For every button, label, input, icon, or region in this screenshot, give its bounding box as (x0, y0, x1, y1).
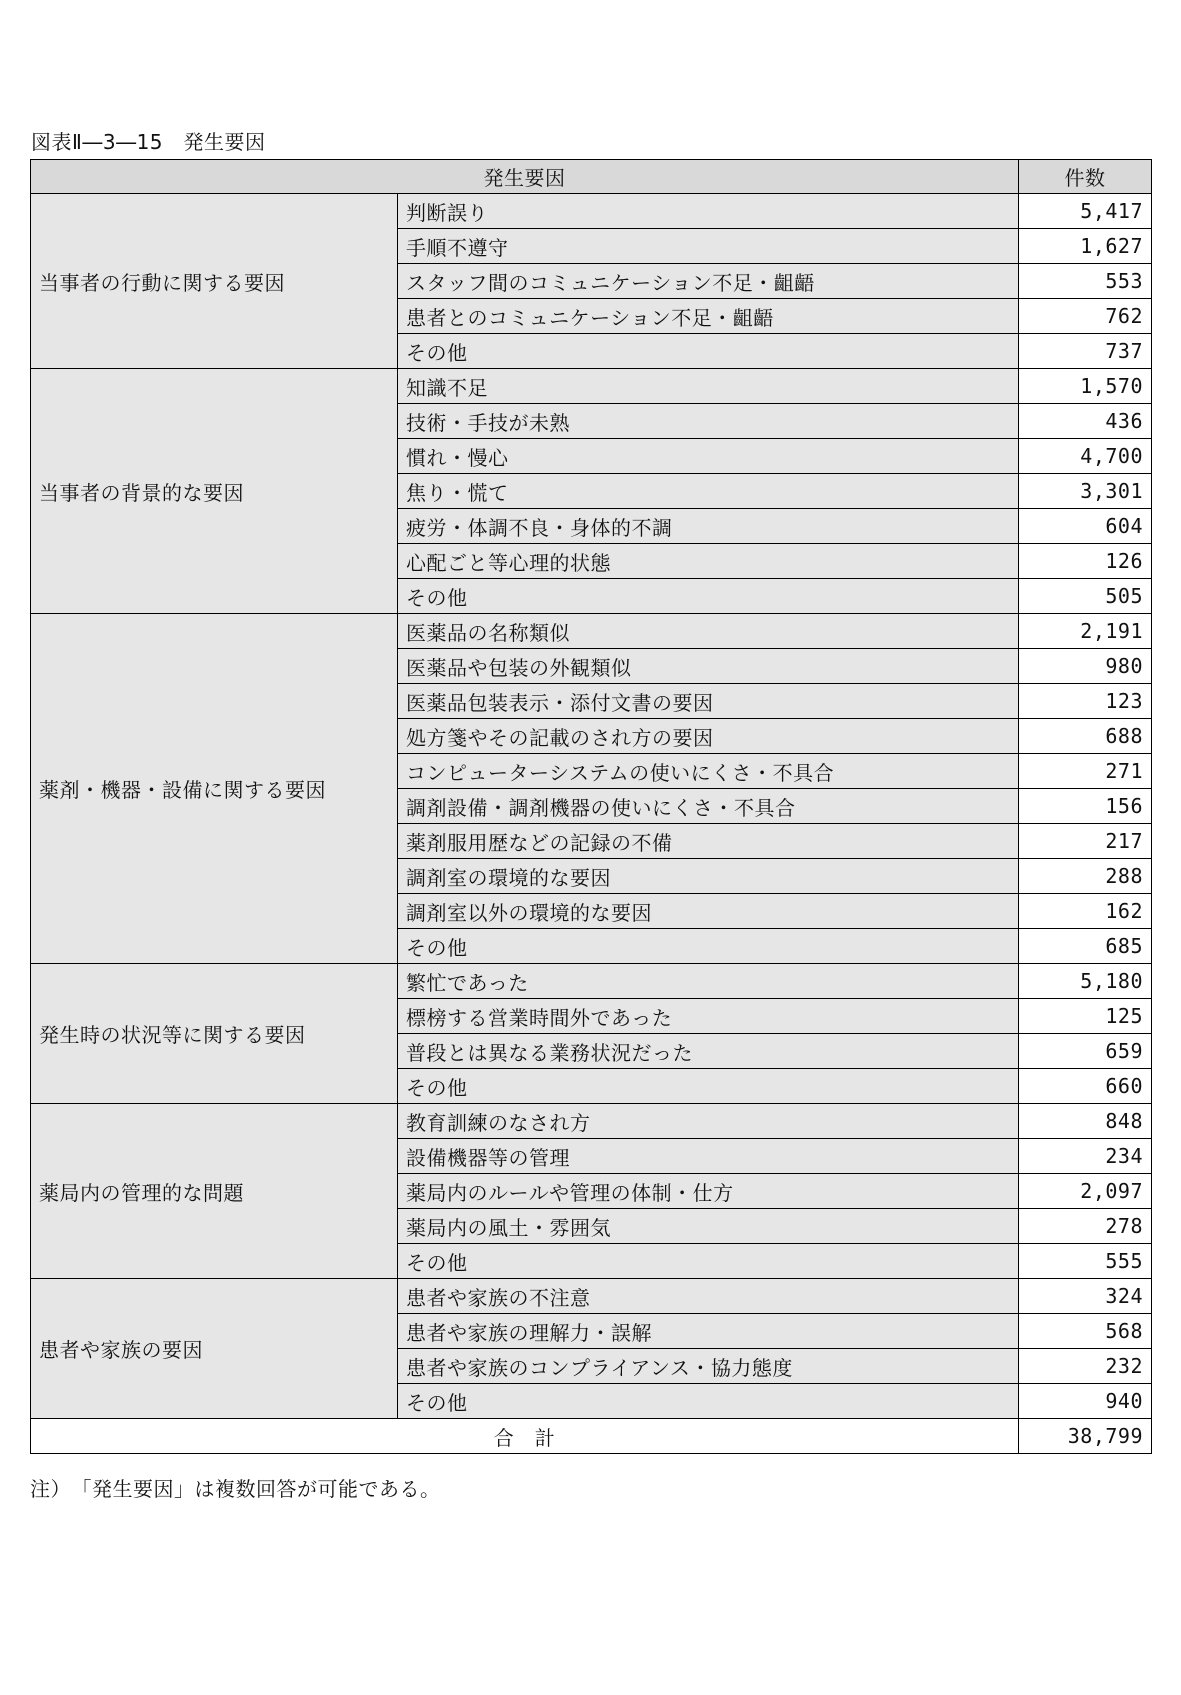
item-label-cell: 技術・手技が未熟 (398, 404, 1019, 439)
item-count-cell: 1,570 (1019, 369, 1152, 404)
item-label-cell: 薬局内のルールや管理の体制・仕方 (398, 1174, 1019, 1209)
table-row (31, 614, 1152, 649)
figure-title: 図表Ⅱ―3―15 発生要因 (31, 130, 266, 154)
item-label-cell: その他 (398, 1244, 1019, 1279)
item-label-cell: 判断誤り (398, 194, 1019, 229)
item-label-cell: 心配ごと等心理的状態 (398, 544, 1019, 579)
item-count-cell: 271 (1019, 754, 1152, 789)
item-label-cell: 知識不足 (398, 369, 1019, 404)
item-count-cell: 980 (1019, 649, 1152, 684)
category-cell: 当事者の行動に関する要因 (31, 194, 398, 369)
item-count-cell: 604 (1019, 509, 1152, 544)
category-cell: 当事者の背景的な要因 (31, 369, 398, 614)
item-label-cell: 手順不遵守 (398, 229, 1019, 264)
item-label-cell: 標榜する営業時間外であった (398, 999, 1019, 1034)
table-row (31, 194, 1152, 229)
item-count-cell: 232 (1019, 1349, 1152, 1384)
item-count-cell: 234 (1019, 1139, 1152, 1174)
item-label-cell: 医薬品包装表示・添付文書の要因 (398, 684, 1019, 719)
item-count-cell: 505 (1019, 579, 1152, 614)
item-count-cell: 126 (1019, 544, 1152, 579)
category-cell: 患者や家族の要因 (31, 1279, 398, 1419)
item-label-cell: 繁忙であった (398, 964, 1019, 999)
item-label-cell: その他 (398, 579, 1019, 614)
item-label-cell: 薬局内の風土・雰囲気 (398, 1209, 1019, 1244)
item-label-cell: 患者や家族のコンプライアンス・協力態度 (398, 1349, 1019, 1384)
item-label-cell: その他 (398, 929, 1019, 964)
item-count-cell: 848 (1019, 1104, 1152, 1139)
item-label-cell: その他 (398, 334, 1019, 369)
header-count: 件数 (1019, 160, 1152, 194)
item-count-cell: 162 (1019, 894, 1152, 929)
item-label-cell: 患者とのコミュニケーション不足・齟齬 (398, 299, 1019, 334)
item-count-cell: 125 (1019, 999, 1152, 1034)
item-count-cell: 5,417 (1019, 194, 1152, 229)
item-count-cell: 2,097 (1019, 1174, 1152, 1209)
item-label-cell: 調剤設備・調剤機器の使いにくさ・不具合 (398, 789, 1019, 824)
item-label-cell: 慣れ・慢心 (398, 439, 1019, 474)
item-count-cell: 123 (1019, 684, 1152, 719)
item-count-cell: 4,700 (1019, 439, 1152, 474)
item-count-cell: 288 (1019, 859, 1152, 894)
item-label-cell: 患者や家族の不注意 (398, 1279, 1019, 1314)
item-count-cell: 737 (1019, 334, 1152, 369)
item-count-cell: 553 (1019, 264, 1152, 299)
item-count-cell: 3,301 (1019, 474, 1152, 509)
item-count-cell: 762 (1019, 299, 1152, 334)
item-count-cell: 568 (1019, 1314, 1152, 1349)
category-cell: 発生時の状況等に関する要因 (31, 964, 398, 1104)
item-label-cell: 教育訓練のなされ方 (398, 1104, 1019, 1139)
item-label-cell: 普段とは異なる業務状況だった (398, 1034, 1019, 1069)
item-label-cell: その他 (398, 1069, 1019, 1104)
table-header-row (31, 160, 1152, 194)
item-count-cell: 436 (1019, 404, 1152, 439)
item-count-cell: 278 (1019, 1209, 1152, 1244)
total-row (31, 1419, 1152, 1454)
item-count-cell: 156 (1019, 789, 1152, 824)
item-count-cell: 324 (1019, 1279, 1152, 1314)
item-count-cell: 685 (1019, 929, 1152, 964)
item-count-cell: 659 (1019, 1034, 1152, 1069)
table-row (31, 964, 1152, 999)
total-count: 38,799 (1019, 1419, 1152, 1454)
item-label-cell: 薬剤服用歴などの記録の不備 (398, 824, 1019, 859)
item-count-cell: 940 (1019, 1384, 1152, 1419)
item-label-cell: 処方箋やその記載のされ方の要因 (398, 719, 1019, 754)
table-row (31, 1279, 1152, 1314)
item-label-cell: 設備機器等の管理 (398, 1139, 1019, 1174)
item-label-cell: 調剤室の環境的な要因 (398, 859, 1019, 894)
factor-table (30, 159, 1152, 1454)
item-count-cell: 660 (1019, 1069, 1152, 1104)
item-count-cell: 688 (1019, 719, 1152, 754)
item-label-cell: 疲労・体調不良・身体的不調 (398, 509, 1019, 544)
table-row (31, 1104, 1152, 1139)
item-label-cell: 医薬品の名称類似 (398, 614, 1019, 649)
footnote: 注） 「発生要因」は複数回答が可能である。 (30, 1477, 441, 1501)
table-body (31, 194, 1152, 1454)
item-count-cell: 217 (1019, 824, 1152, 859)
table-row (31, 369, 1152, 404)
item-count-cell: 555 (1019, 1244, 1152, 1279)
item-count-cell: 5,180 (1019, 964, 1152, 999)
item-count-cell: 1,627 (1019, 229, 1152, 264)
category-cell: 薬剤・機器・設備に関する要因 (31, 614, 398, 964)
item-label-cell: 調剤室以外の環境的な要因 (398, 894, 1019, 929)
item-label-cell: コンピューターシステムの使いにくさ・不具合 (398, 754, 1019, 789)
item-label-cell: 焦り・慌て (398, 474, 1019, 509)
header-factor: 発生要因 (31, 160, 1019, 194)
category-cell: 薬局内の管理的な問題 (31, 1104, 398, 1279)
total-label: 合 計 (31, 1419, 1019, 1454)
item-label-cell: 患者や家族の理解力・誤解 (398, 1314, 1019, 1349)
item-label-cell: その他 (398, 1384, 1019, 1419)
item-label-cell: 医薬品や包装の外観類似 (398, 649, 1019, 684)
item-count-cell: 2,191 (1019, 614, 1152, 649)
item-label-cell: スタッフ間のコミュニケーション不足・齟齬 (398, 264, 1019, 299)
